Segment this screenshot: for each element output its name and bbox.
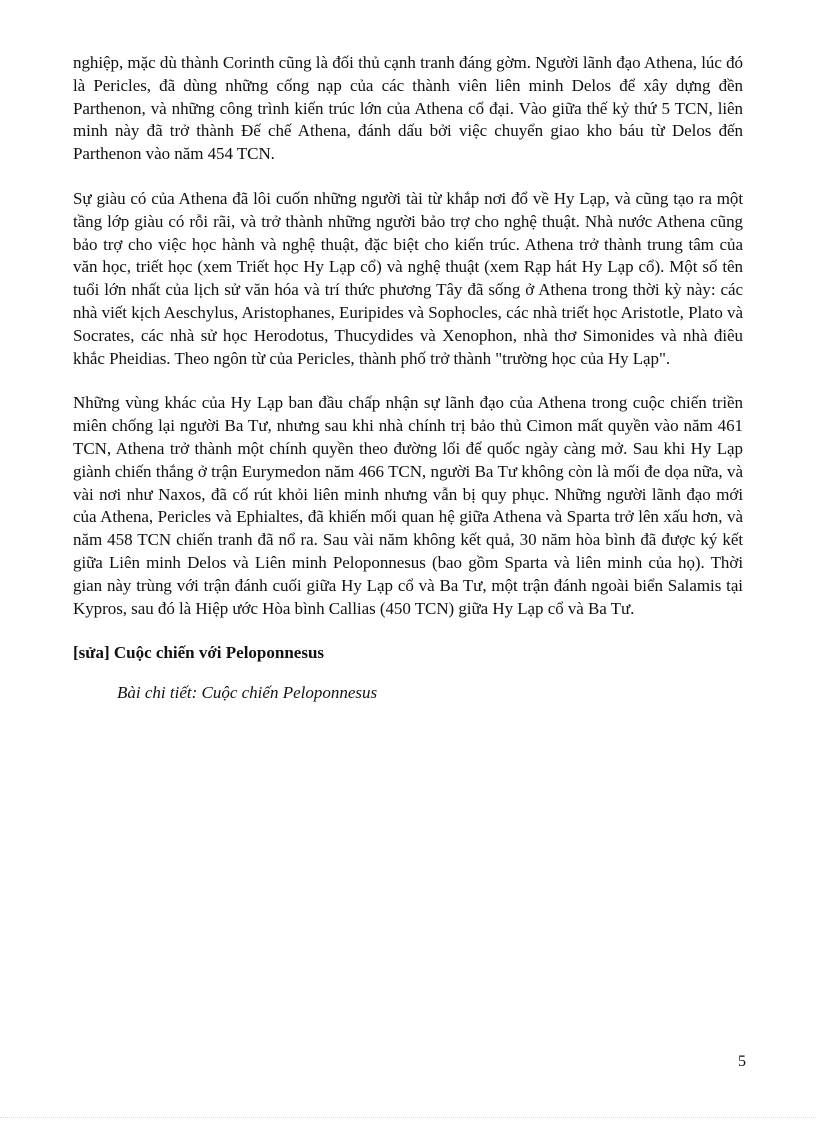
detail-article-note: Bài chi tiết: Cuộc chiến Peloponnesus <box>117 683 378 703</box>
paragraph-3: Những vùng khác của Hy Lạp ban đầu chấp nhận sự lãnh đạo của Athena trong cuộc chiến triền miên chống lại người Ba Tư, nhưng sau khi nhà chính trị bảo thủ Cimon mất quyền vào năm 461 TCN, Athena trở thành một chính quyền theo đường lối đế quốc ngày càng mở. Sau khi Hy Lạp giành chiến thắng ở trận Eurymedon năm 466 TCN, người Ba Tư không còn là mối đe dọa nữa, và vài nơi như Naxos, đã cố rút khỏi liên minh nhưng vẫn bị quy phục. Những người lãnh đạo mới của Athena, Pericles và Ephialtes, đã khiến mối quan hệ giữa Athena và Sparta trở lên xấu hơn, và năm 458 TCN chiến tranh đã nổ ra. Sau vài năm không kết quả, 30 năm hòa bình đã được ký kết giữa Liên minh Delos và Liên minh Peloponnesus (bao gồm Sparta và liên minh của họ). Thời gian này trùng với trận đánh cuối giữa Hy Lạp cổ và Ba Tư, một trận đánh ngoài biển Salamis tại Kypros, sau đó là Hiệp ước Hòa bình Callias (450 TCN) giữa Hy Lạp cổ và Ba Tư. <box>73 393 743 618</box>
page-number: 5 <box>738 1053 746 1070</box>
paragraph-1: nghiệp, mặc dù thành Corinth cũng là đối thủ cạnh tranh đáng gờm. Người lãnh đạo Athena, lúc đó là Pericles, đã dùng những cống nạp của các thành viên liên minh Delos để xây dựng đền Parthenon, và những công trình kiến trúc lớn của Athena cổ đại. Vào giữa thế kỷ thứ 5 TCN, liên minh này đã trở thành Đế chế Athena, đánh dấu bởi việc chuyển giao kho báu từ Delos đến Parthenon vào năm 454 TCN. <box>73 53 743 164</box>
page-bottom-divider <box>0 1117 816 1118</box>
document-body <box>73 52 743 704</box>
paragraph-2: Sự giàu có của Athena đã lôi cuốn những người tài từ khắp nơi đổ về Hy Lạp, và cũng tạo ra một tầng lớp giàu có rỗi rãi, và trở thành những người bảo trợ cho nghệ thuật. Nhà nước Athena cũng bảo trợ cho việc học hành và nghệ thuật, đặc biệt cho kiến trúc. Athena trở thành trung tâm của văn học, triết học (xem Triết học Hy Lạp cổ) và nghệ thuật (xem Rạp hát Hy Lạp cổ). Một số tên tuổi lớn nhất của lịch sử văn hóa và trí thức phương Tây đã sống ở Athena trong thời kỳ này: các nhà viết kịch Aeschylus, Aristophanes, Euripides và Sophocles, các nhà triết học Aristotle, Plato và Socrates, các nhà sử học Herodotus, Thucydides và Xenophon, nhà thơ Simonides và nhà điêu khắc Pheidias. Theo ngôn từ của Pericles, thành phố trở thành "trường học của Hy Lạp". <box>73 188 743 368</box>
section-heading: [sửa] Cuộc chiến với Peloponnesus <box>73 643 325 663</box>
